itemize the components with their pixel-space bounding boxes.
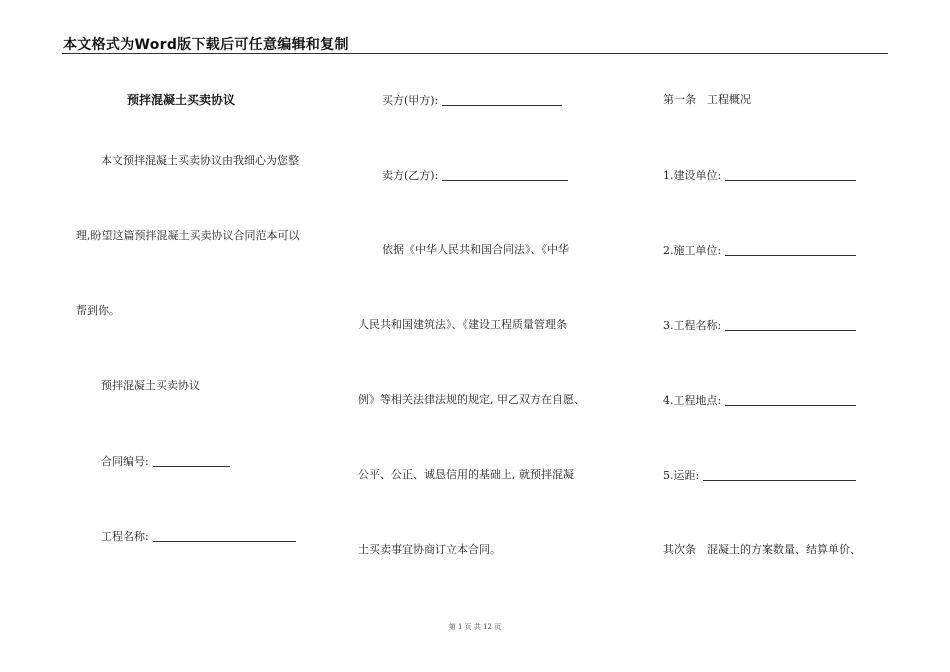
project-name-blank xyxy=(153,529,296,542)
project-location-field xyxy=(663,393,856,408)
intro-line-2: 理,盼望这篇预拌混凝土买卖协议合同范本可以 xyxy=(76,229,300,242)
construction-unit-field xyxy=(663,168,856,183)
seller-blank xyxy=(442,168,568,181)
paragraph-line-3: 例》等相关法律法规的规定, 甲乙双方在自愿、 xyxy=(358,393,585,406)
project-location-blank xyxy=(725,393,856,406)
paragraph-line-1: 依据《中华人民共和国合同法》、《中华 xyxy=(382,243,569,256)
transport-distance-label: 5.运距: xyxy=(663,469,700,482)
project-name-field xyxy=(101,529,296,544)
paragraph-line-5: 土买卖事宜协商订立本合同。 xyxy=(358,543,501,556)
contractor-blank xyxy=(725,243,856,256)
construction-unit-label: 1.建设单位: xyxy=(663,169,722,182)
paragraph-line-4: 公平、公正、诚恳信用的基础上, 就预拌混凝 xyxy=(358,468,574,481)
intro-line-3: 帮到你。 xyxy=(76,304,120,317)
construction-unit-blank xyxy=(725,168,856,181)
contractor-field xyxy=(663,243,856,258)
buyer-field xyxy=(382,93,562,108)
transport-distance-blank xyxy=(703,468,856,481)
contract-number-label: 合同编号: xyxy=(101,455,149,468)
page-footer: 第 1 页 共 12 页 xyxy=(448,623,502,631)
article-2-heading: 其次条 混凝土的方案数量、结算单价、 xyxy=(663,543,861,556)
contract-number-blank xyxy=(153,454,230,467)
document-header: 本文格式为Word版下载后可任意编辑和复制 xyxy=(63,37,349,53)
document-title: 预拌混凝土买卖协议 xyxy=(127,93,236,107)
paragraph-line-2: 人民共和国建筑法》、《建设工程质量管理条 xyxy=(358,318,567,331)
contractor-label: 2.施工单位: xyxy=(663,244,722,257)
project-title-blank xyxy=(725,318,856,331)
project-location-label: 4.工程地点: xyxy=(663,394,722,407)
buyer-blank xyxy=(442,93,562,106)
transport-distance-field xyxy=(663,468,856,483)
contract-number-field xyxy=(101,454,230,469)
project-name-label: 工程名称: xyxy=(101,530,149,543)
intro-line-1: 本文预拌混凝土买卖协议由我细心为您整 xyxy=(101,154,299,167)
seller-field xyxy=(382,168,568,183)
seller-label: 卖方(乙方): xyxy=(382,169,439,182)
project-title-label: 3.工程名称: xyxy=(663,319,722,332)
subtitle: 预拌混凝土买卖协议 xyxy=(101,379,200,392)
header-rule xyxy=(62,53,888,54)
article-1-heading: 第一条 工程概况 xyxy=(663,93,751,106)
buyer-label: 买方(甲方): xyxy=(382,94,439,107)
project-title-field xyxy=(663,318,856,333)
